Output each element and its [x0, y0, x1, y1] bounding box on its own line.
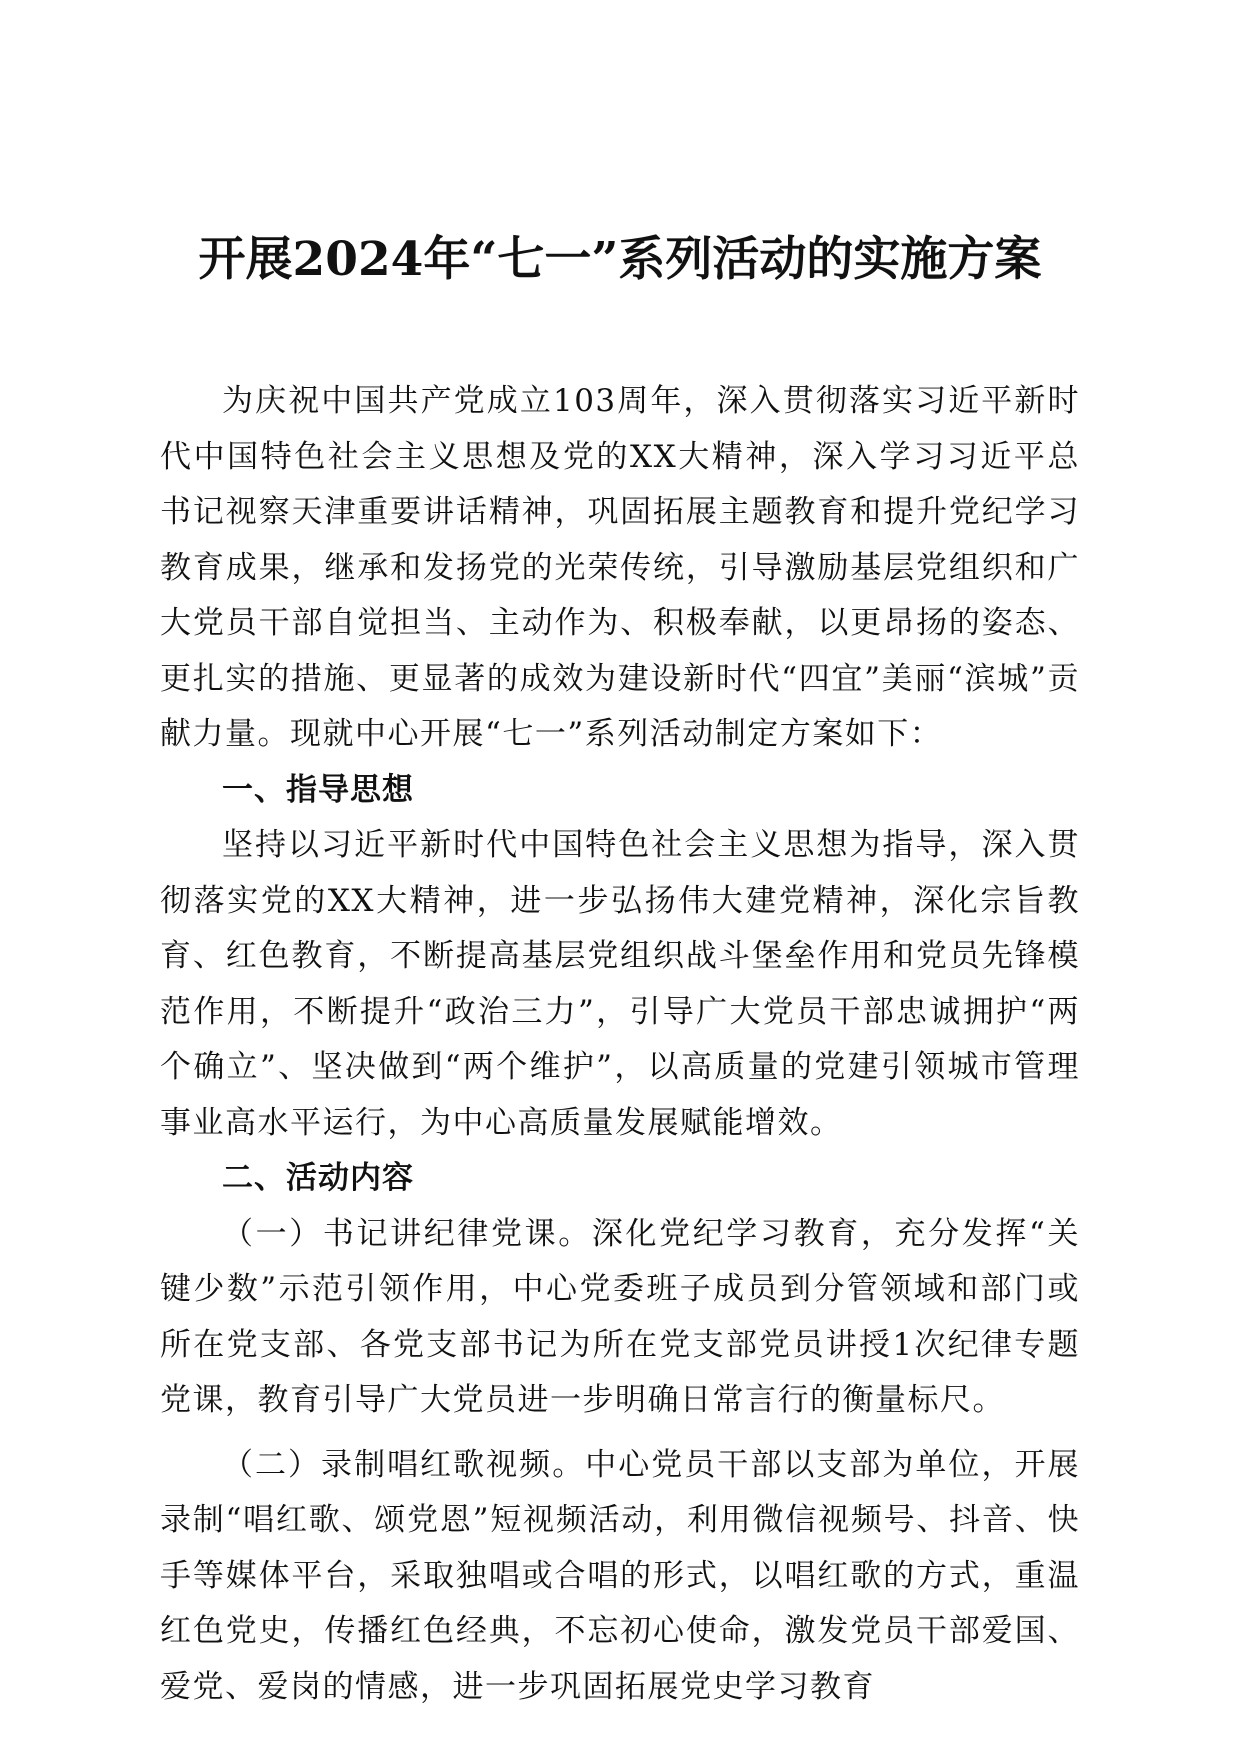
document-title: 开展2024年“七一”系列活动的实施方案	[198, 232, 1042, 287]
activity-item-1: （一）书记讲纪律党课。深化党纪学习教育，充分发挥“关键少数”示范引领作用，中心党委班子成员到分管领域和部门或所在党支部、各党支部书记为所在党支部党员讲授1次纪律专题党课，教育引导广大党员进一步明确日常言行的衡量标尺。	[160, 1215, 1080, 1418]
section-heading-activity-content: 二、活动内容	[222, 1160, 414, 1196]
document-body	[160, 374, 1080, 1715]
guiding-ideology-paragraph: 坚持以习近平新时代中国特色社会主义思想为指导，深入贯彻落实党的XX大精神，进一步弘扬伟大建党精神，深化宗旨教育、红色教育，不断提高基层党组织战斗堡垒作用和党员先锋模范作用，不断提升“政治三力”，引导广大党员干部忠诚拥护“两个确立”、坚决做到“两个维护”，以高质量的党建引领城市管理事业高水平运行，为中心高质量发展赋能增效。	[160, 827, 1080, 1141]
activity-item-2: （二）录制唱红歌视频。中心党员干部以支部为单位，开展录制“唱红歌、颂党恩”短视频活动，利用微信视频号、抖音、快手等媒体平台，采取独唱或合唱的形式，以唱红歌的方式，重温红色党史，传播红色经典，不忘初心使命，激发党员干部爱国、爱党、爱岗的情感，进一步巩固拓展党史学习教育	[160, 1446, 1080, 1705]
intro-paragraph: 为庆祝中国共产党成立103周年，深入贯彻落实习近平新时代中国特色社会主义思想及党的XX大精神，深入学习习近平总书记视察天津重要讲话精神，巩固拓展主题教育和提升党纪学习教育成果，继承和发扬党的光荣传统，引导激励基层党组织和广大党员干部自觉担当、主动作为、积极奉献，以更昂扬的姿态、更扎实的措施、更显著的成效为建设新时代“四宜”美丽“滨城”贡献力量。现就中心开展“七一”系列活动制定方案如下：	[160, 383, 1080, 752]
section-heading-guiding-ideology: 一、指导思想	[222, 771, 414, 808]
